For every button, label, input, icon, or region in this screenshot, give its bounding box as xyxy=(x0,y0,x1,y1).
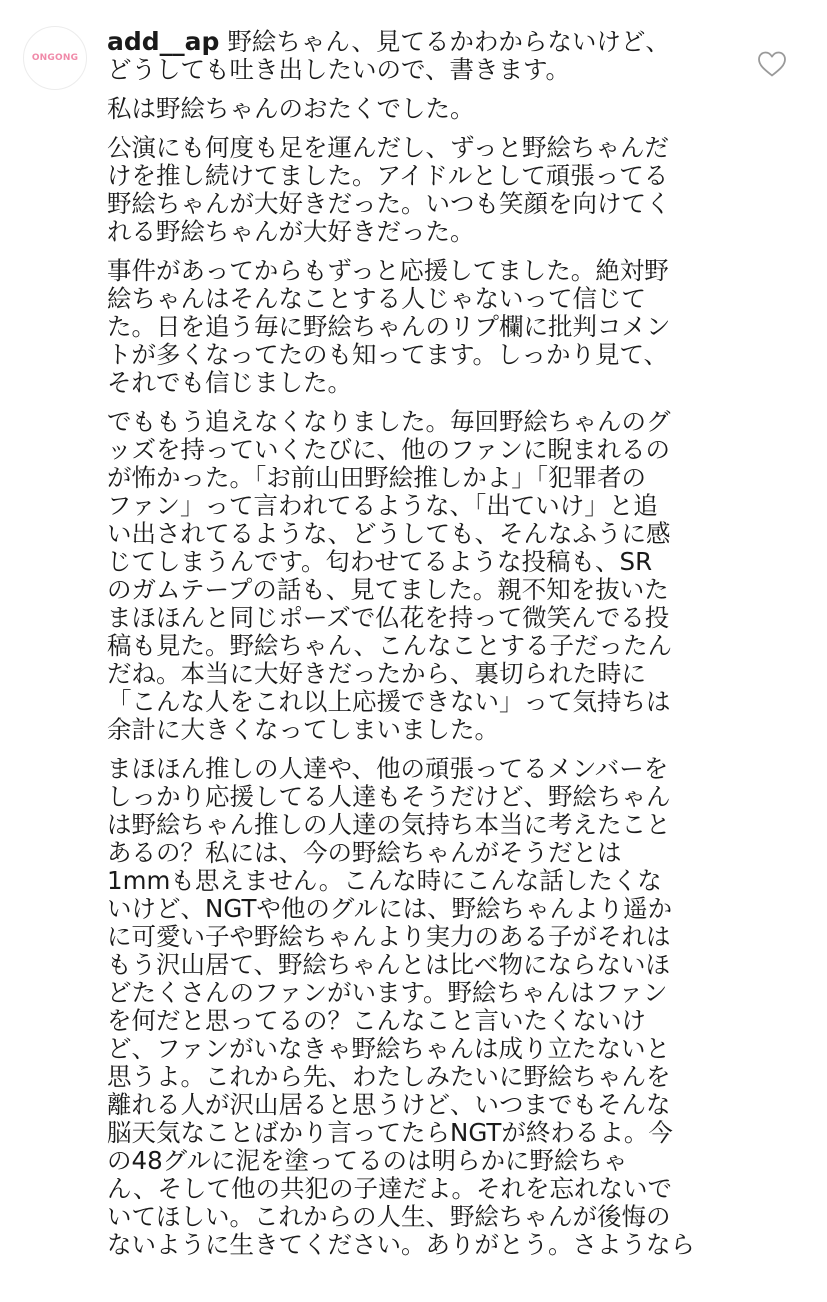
comment-line-text: 1mmも思えません。こんな時にこんな話したくな xyxy=(107,866,662,895)
comment-line-text: もう沢山居て、野絵ちゃんとは比べ物にならないほ xyxy=(107,950,671,979)
comment-line xyxy=(107,369,747,397)
comment-line-text: が怖かった。「お前山田野絵推しかよ」「犯罪者の xyxy=(107,463,646,492)
comment-line-text: それでも信じました。 xyxy=(107,368,352,397)
comment-line xyxy=(107,576,747,604)
comment-line xyxy=(107,660,747,688)
comment-line xyxy=(107,604,747,632)
comment-line xyxy=(107,341,747,369)
comment-line xyxy=(107,162,747,190)
comment-line-text: に可愛い子や野絵ちゃんより実力のある子がそれは xyxy=(107,922,671,951)
comment-line-text: 脳天気なことばかり言ってたらNGTが終わるよ。今 xyxy=(107,1118,673,1147)
comment-line-text: どうしても吐き出したいので、書きます。 xyxy=(107,55,571,84)
comment-line-text: でももう追えなくなりました。毎回野絵ちゃんのグ xyxy=(107,407,671,436)
comment-line-text: だね。本当に大好きだったから、裏切られた時に xyxy=(107,659,646,688)
comment-line-text: を何だと思ってるの？こんなこと言いたくないけ xyxy=(107,1006,646,1035)
comment-line xyxy=(107,1063,747,1091)
comment-line xyxy=(107,218,747,246)
comment-line-text: 事件があってからもずっと応援してました。絶対野 xyxy=(107,256,669,285)
comment-line xyxy=(107,923,747,951)
comment-line-text: ファン」って言われてるような、「出ていけ」と追 xyxy=(107,491,658,520)
comment-line xyxy=(107,464,747,492)
comment-line-text: 思うよ。これから先、わたしみたいに野絵ちゃんを xyxy=(107,1062,671,1091)
comment-text xyxy=(107,28,747,1259)
comment-line xyxy=(107,1175,747,1203)
comment-line xyxy=(107,951,747,979)
comment-line xyxy=(107,436,747,464)
comment-line-text: じてしまうんです。匂わせてるような投稿も、SR xyxy=(107,547,653,576)
comment-line-text: ど、ファンがいなきゃ野絵ちゃんは成り立たないと xyxy=(107,1034,671,1063)
comment-line xyxy=(107,285,747,313)
comment-line xyxy=(107,867,747,895)
comment-line xyxy=(107,313,747,341)
comment-line-text: まほほん推しの人達や、他の頑張ってるメンバーを xyxy=(107,754,669,783)
comment-line xyxy=(107,56,747,84)
comment-line-text: あるの？私には、今の野絵ちゃんがそうだとは xyxy=(107,838,622,867)
comment-line-text: 余計に大きくなってしまいました。 xyxy=(107,715,499,744)
avatar[interactable] xyxy=(23,26,87,90)
comment-line-text: ないように生きてください。ありがとう。さようなら xyxy=(107,1230,695,1259)
comment-line xyxy=(107,1203,747,1231)
comment-line-text: のガムテープの話も、見てました。親不知を抜いた xyxy=(107,575,669,604)
comment-line-text: 稿も見た。野絵ちゃん、こんなことする子だったん xyxy=(107,631,672,660)
comment-line xyxy=(107,716,747,744)
comment-line-text: 野絵ちゃんが大好きだった。いつも笑顔を向けてく xyxy=(107,189,671,218)
comment-line-text: いてほしい。これからの人生、野絵ちゃんが後悔の xyxy=(107,1202,671,1231)
comment-line xyxy=(107,688,747,716)
comment-line-text: 私は野絵ちゃんのおたくでした。 xyxy=(107,94,475,123)
comment-line xyxy=(107,134,747,162)
comment-line-text: トが多くなってたのも知ってます。しっかり見て、 xyxy=(107,340,669,369)
comment-line-text: れる野絵ちゃんが大好きだった。 xyxy=(107,217,475,246)
comment-line xyxy=(107,755,747,783)
heart-icon[interactable] xyxy=(757,50,787,78)
comment-line xyxy=(107,839,747,867)
comment-line-text: ん、そして他の共犯の子達だよ。それを忘れないで xyxy=(107,1174,672,1203)
comment-line xyxy=(107,190,747,218)
comment-line xyxy=(107,520,747,548)
comment-line-text: た。日を追う毎に野絵ちゃんのリプ欄に批判コメン xyxy=(107,312,671,341)
comment-line xyxy=(107,811,747,839)
comment-line xyxy=(107,95,747,123)
comment-line-text: しっかり応援してる人達もそうだけど、野絵ちゃん xyxy=(107,782,671,811)
comment-line xyxy=(107,257,747,285)
comment-line-text: 野絵ちゃん、見てるかわからないけど、 xyxy=(227,27,670,56)
comment-line-text: けを推し続けてました。アイドルとして頑張ってる xyxy=(107,161,669,190)
comment-line xyxy=(107,408,747,436)
comment-line xyxy=(107,1091,747,1119)
comment-line-text: まほほんと同じポーズで仏花を持って微笑んでる投 xyxy=(107,603,670,632)
comment-line xyxy=(107,1007,747,1035)
comment-line-text: ッズを持っていくたびに、他のファンに睨まれるの xyxy=(107,435,671,464)
comment-line xyxy=(107,1035,747,1063)
comment-line-text: 離れる人が沢山居ると思うけど、いつまでもそんな xyxy=(107,1090,671,1119)
comment-line-text: いけど、NGTや他のグルには、野絵ちゃんより遥か xyxy=(107,894,673,923)
comment-line xyxy=(107,28,747,56)
comment-line-text: 絵ちゃんはそんなことする人じゃないって信じて xyxy=(107,284,646,313)
comment-line xyxy=(107,632,747,660)
comment-line xyxy=(107,783,747,811)
comment-line xyxy=(107,1119,747,1147)
comment-line-text: は野絵ちゃん推しの人達の気持ち本当に考えたこと xyxy=(107,810,671,839)
comment-line xyxy=(107,548,747,576)
avatar-logo: ONGONG xyxy=(31,53,79,63)
comment-line-text: どたくさんのファンがいます。野絵ちゃんはファン xyxy=(107,978,668,1007)
comment-line-text: い出されてるような、どうしても、そんなふうに感 xyxy=(107,519,671,548)
username[interactable]: add__ap xyxy=(107,27,220,56)
comment-line xyxy=(107,895,747,923)
comment-line-text: の48グルに泥を塗ってるのは明らかに野絵ちゃ xyxy=(107,1146,628,1175)
comment-line xyxy=(107,492,747,520)
comment-line xyxy=(107,979,747,1007)
comment-line-text: 公演にも何度も足を運んだし、ずっと野絵ちゃんだ xyxy=(107,133,670,162)
comment-line xyxy=(107,1231,747,1259)
comment-line xyxy=(107,1147,747,1175)
comment-line-text: 「こんな人をこれ以上応援できない」って気持ちは xyxy=(107,687,671,716)
